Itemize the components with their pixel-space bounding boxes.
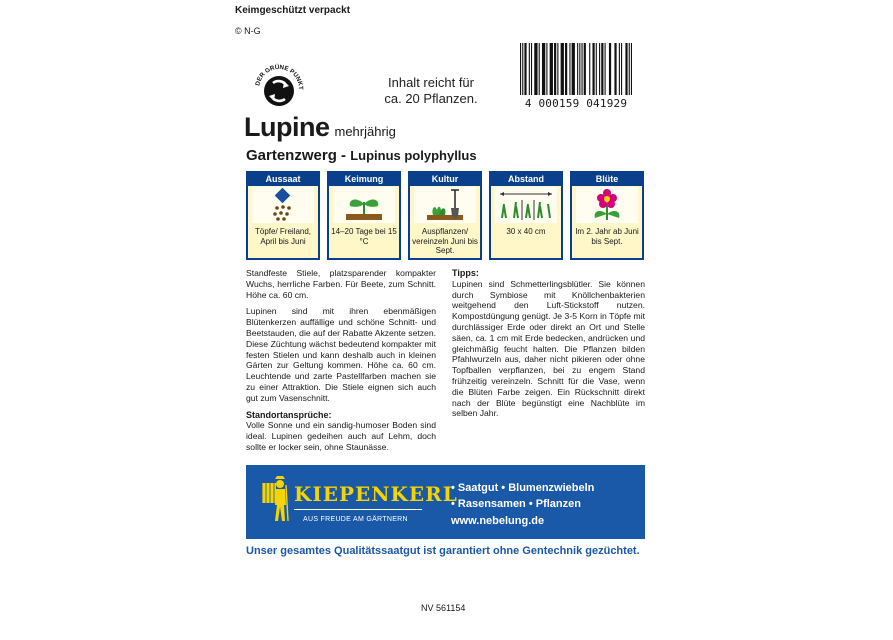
- product-title: [244, 112, 396, 143]
- product-range-line-2: • Rasensamen • Pflanzen: [451, 498, 581, 510]
- barcode-bar: [572, 43, 575, 95]
- barcode-bar: [621, 43, 622, 95]
- contents-line-1: Inhalt reicht für: [388, 75, 474, 90]
- gruener-punkt-icon: [249, 57, 309, 117]
- info-box-text: Töpfe/ Freiland, April bis Juni: [254, 227, 312, 246]
- product-subtitle: [246, 147, 477, 164]
- sprout-icon: [333, 187, 395, 223]
- tips-column: [452, 268, 645, 419]
- subtitle-separator: -: [336, 147, 351, 164]
- info-box-label: Blüte: [572, 173, 642, 186]
- gruener-punkt-text: DER GRÜNE PUNKT: [254, 63, 305, 90]
- barcode-bar: [522, 43, 523, 95]
- barcode-bar: [520, 43, 521, 95]
- info-box-text: Im 2. Jahr ab Juni bis Sept.: [575, 227, 639, 246]
- info-box-keimung: [327, 171, 401, 260]
- description-column: [246, 268, 436, 453]
- product-variety: Gartenzwerg: [246, 147, 337, 164]
- gruener-punkt-logo: [249, 57, 309, 117]
- brand-banner: [246, 465, 645, 539]
- flower-icon: [576, 187, 638, 223]
- description-paragraph-1: Standfeste Stiele, platzsparender kompakter Wuchs, herrliche Farben. Für Beete, zum Schnitt. Höhe ca. 60 cm.: [246, 268, 436, 300]
- location-heading: Standortansprüche:: [246, 409, 332, 420]
- barcode-bar: [579, 43, 580, 95]
- info-box-label: Keimung: [329, 173, 399, 186]
- description-paragraph-2: Lupinen sind mit ihren ebenmäßigen Blütenkerzen auffällige und schöne Schnitt- und Beetstauden, die auf der Rabatte Akzente setzen. Diese Züchtung wächst bedeutend kompakter mit festen Stielen und kann deshalb auch in kleinen Gärten zur Geltung kommen. Höhe ca. 60 cm. Leuchtende und zarte Pastellfarben machen sie zu einer Attraktion. Die Stiele eignen sich auch gut zum Vasenschnitt.: [246, 306, 436, 403]
- info-box-label: Abstand: [491, 173, 561, 186]
- barcode-bar: [554, 43, 556, 95]
- barcode-bar: [550, 43, 553, 95]
- barcode-bar: [561, 43, 564, 95]
- barcode-bar: [625, 43, 627, 95]
- info-box-text: 14–20 Tage bei 15 °C: [331, 227, 397, 246]
- info-box-label: Aussaat: [248, 173, 318, 186]
- barcode-bar: [546, 43, 547, 95]
- barcode-bar: [581, 43, 582, 95]
- barcode-bar: [531, 43, 532, 95]
- info-box-aussaat: [246, 171, 320, 260]
- barcode-bar: [629, 43, 630, 95]
- info-box-kultur: [408, 171, 482, 260]
- barcode-bar: [601, 43, 603, 95]
- barcode-bar: [592, 43, 594, 95]
- info-box-label: Kultur: [410, 173, 480, 186]
- barcode-bar: [534, 43, 537, 95]
- location-text: Volle Sonne und ein sandig-humoser Boden sind ideal. Lupinen gedeihen auch auf Lehm, doch sollte er locker sein, ohne Staunässe.: [246, 420, 436, 452]
- brand-name: KIEPENKERL: [294, 482, 458, 506]
- barcode-bar: [589, 43, 590, 95]
- contents-note: [371, 75, 491, 107]
- barcode-bar: [584, 43, 586, 95]
- barcode-bar: [529, 43, 530, 95]
- barcode-bar: [609, 43, 611, 95]
- barcode-bars: [518, 43, 634, 99]
- barcode-bar: [596, 43, 597, 95]
- info-box-abstand: [489, 171, 563, 260]
- barcode-bar: [539, 43, 540, 95]
- copyright-note: © N-G: [235, 26, 261, 36]
- kiepenkerl-figure-icon: [259, 475, 289, 523]
- product-name: Lupine: [244, 112, 330, 142]
- barcode: [518, 43, 634, 119]
- spacing-arrows-icon: [495, 187, 557, 223]
- spade-plant-icon: [414, 187, 476, 223]
- product-latin-name: Lupinus polyphyllus: [350, 148, 477, 163]
- barcode-bar: [524, 43, 526, 95]
- barcode-bar: [557, 43, 558, 95]
- barcode-bar: [631, 43, 632, 95]
- brand-slogan: AUS FREUDE AM GÄRTNERN: [303, 516, 408, 523]
- info-box-text: 30 x 40 cm: [506, 227, 546, 236]
- tips-heading: Tipps:: [452, 268, 479, 278]
- barcode-bar: [569, 43, 570, 95]
- barcode-bar: [542, 43, 545, 95]
- barcode-bar: [565, 43, 567, 95]
- cultivation-info-boxes: [246, 171, 645, 261]
- packaging-note: Keimgeschützt verpackt: [235, 5, 351, 16]
- barcode-bar: [599, 43, 600, 95]
- info-box-text: Auspflanzen/ vereinzeln Juni bis Sept.: [412, 227, 478, 255]
- product-type: mehrjährig: [334, 124, 396, 139]
- barcode-bar: [614, 43, 616, 95]
- barcode-bar: [605, 43, 606, 95]
- info-box-bluete: [570, 171, 644, 260]
- article-number: NV 561154: [421, 603, 466, 613]
- gmo-free-guarantee: Unser gesamtes Qualitätssaatgut ist garantiert ohne Gentechnik gezüchtet.: [246, 545, 640, 557]
- contents-line-2: ca. 20 Pflanzen.: [384, 91, 478, 106]
- brand-divider: [294, 509, 422, 510]
- barcode-number: 4 000159 041929: [524, 97, 628, 110]
- product-range-line-1: • Saatgut • Blumenzwiebeln: [451, 482, 595, 494]
- barcode-bar: [619, 43, 620, 95]
- tips-text: Lupinen sind Schmetterlingsblütler. Sie können durch Symbiose mit Knöllchenbakterien weitgehend den Luft-Stickstoff nutzen. Kompostdüngung genügt. Je 3-5 Korn in Töpfe mit durchlässiger Erde oder direkt an Ort und Stelle säen, ca. 1 cm mit Erde bedecken, andrücken und gleichmäßig feucht halten. Die Pflanzen bilden Pfahlwurzeln aus, daher nicht pikieren oder ohne Topfballen verpflanzen, bei zu engem Stand frühzeitig vereinzeln. Schnitt für die Vase, wenn die Blüten Farbe zeigen. Ein Rückschnitt direkt nach der Blüte begünstigt eine Nachblüte im selben Jahr.: [452, 278, 645, 419]
- seed-sowing-icon: [252, 187, 314, 223]
- brand-website-link[interactable]: www.nebelung.de: [451, 515, 545, 527]
- barcode-bar: [577, 43, 578, 95]
